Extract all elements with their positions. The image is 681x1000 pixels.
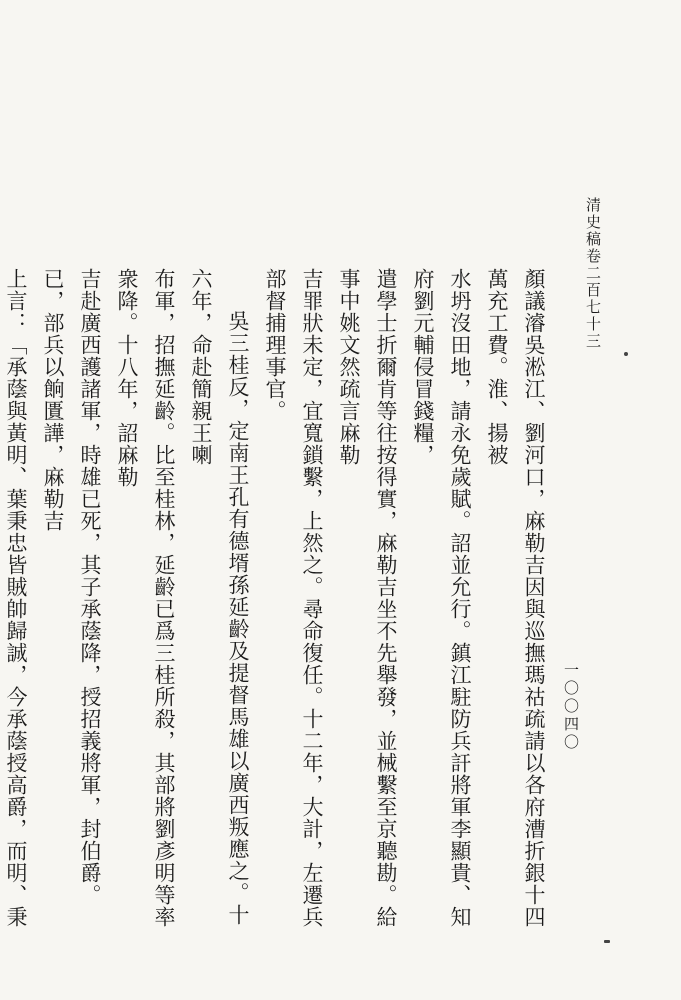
paragraph-2 [0, 268, 256, 928]
text-column: 吉赴廣西護諸軍，時雄已死，其子承蔭降，授招義將軍，封伯爵。已，部兵以餉匱譁，麻勒吉 [41, 268, 102, 906]
text-column: 上言：「承蔭與黃明、葉秉忠皆賊帥歸誠，今承蔭授高爵，而明、秉 [4, 268, 28, 928]
book-title: 清史稿卷二百七十三 [584, 197, 602, 350]
text-column: 遣學士折爾肯等往按得實，麻勒吉坐不先舉發，並械繫至京聽勘。給事中姚文然疏言麻勒 [337, 268, 398, 928]
page-number: 一〇〇四〇 [562, 662, 580, 752]
text-column: 顏議濬吳淞江、劉河口，麻勒吉因與巡撫瑪祜疏請以各府漕折銀十四萬充工費。淮、揚被 [485, 268, 546, 928]
paragraph-1 [256, 268, 552, 928]
text-column: 吳三桂反，定南王孔有德壻孫延齡及提督馬雄以廣西叛應之。十六年，命赴簡親王喇 [189, 268, 250, 926]
text-column: 水坍沒田地，請永免歲賦。詔並允行。鎮江駐防兵訐將軍李顯貴、知府劉元輔侵冒錢糧， [411, 268, 472, 928]
body-text [4, 268, 552, 928]
print-speck [624, 352, 628, 356]
text-column: 布軍，招撫延齡。比至桂林，延齡已爲三桂所殺，其部將劉彥明等率衆降。十八年，詔麻勒 [115, 268, 176, 928]
text-column: 吉罪狀未定，宜寬鎖繫，上然之。尋命復任。十二年，大計，左遷兵部督捕理事官。 [263, 268, 324, 928]
print-speck [604, 940, 610, 943]
